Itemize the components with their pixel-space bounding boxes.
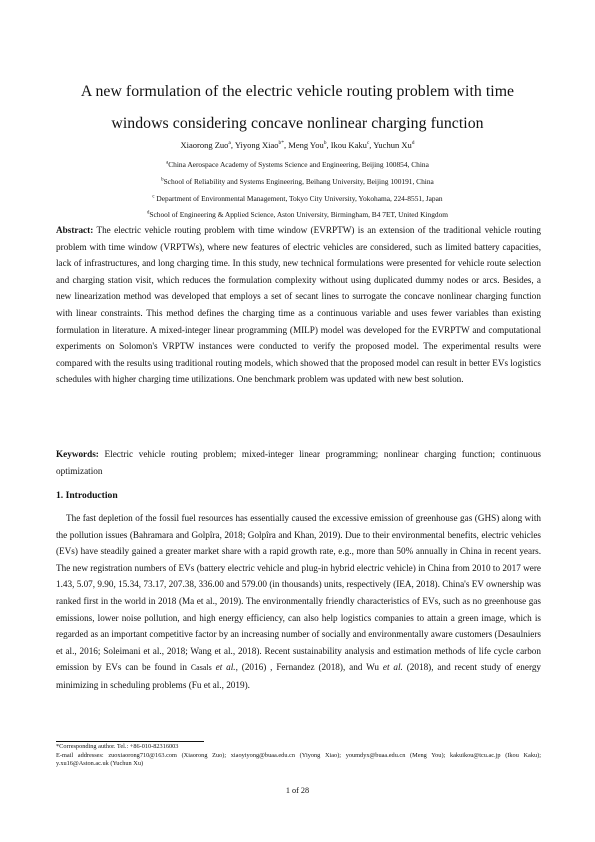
footnote-corresponding: *Corresponding author. Tel.: +86-010-82316003 (56, 743, 179, 750)
author-affil-mark: b* (278, 140, 285, 147)
affiliation-text: China Aerospace Academy of Systems Science and Engineering, Beijing 100854, China (168, 160, 429, 169)
intro-casals: Casals (190, 663, 212, 673)
affiliation (40, 160, 555, 170)
intro-text-1: The fast depletion of the fossil fuel resources has essentially caused the excessive emission of greenhouse gas (GHS) along with the pollution issues (Bahramara and Golpîra, 2018; Golpîra and Khan, 2019). Due to their environmental benefits, electric vehicles (EVs) have steadily gained a greater market share with a rapid growth rate, e.g., more than 50% annually in China in recent years. The new registration numbers of EVs (battery electric vehicle and plug-in hybrid electric vehicle) in China from 2010 to 2017 were 1.43, 5.07, 9.90, 15.34, 73.17, 207.38, 336.00 and 579.00 (in thousands) units, respectively (IEA, 2018). China's EV ownership was ranked first in the world in 2018 (Ma et al., 2019). The environmentally friendly characteristics of EVs, such as no greenhouse gas emissions, lower noise pollution, and high energy efficiency, can also help logistics companies to attain a green image, which is regarded as an important competitive factor by an increasing number of socially and environmentally aware customers (Desaulniers et al., 2016; Soleimani et al., 2018; Wang et al., 2018). Recent sustainability analysis and estimation methods of life cycle carbon emission by EVs can be found in (56, 513, 541, 673)
title-line-2: windows considering concave nonlinear charging function (111, 115, 484, 132)
abstract-label: Abstract: (56, 225, 94, 235)
section-heading: 1. Introduction (56, 490, 118, 501)
author-affil-mark: c (366, 140, 370, 147)
author-name: Meng You (288, 140, 324, 150)
affiliation-text: School of Reliability and Systems Engineering, Beihang University, Beijing 100191, China (163, 177, 434, 186)
author-affil-mark: b (323, 140, 327, 147)
affiliation-mark: d (146, 210, 150, 216)
keywords-text: Electric vehicle routing problem; mixed-integer linear programming; nonlinear charging function; continuous optimization (56, 449, 541, 476)
affiliation-mark: c (152, 194, 155, 200)
page-number: 1 of 28 (285, 786, 310, 795)
intro-etal-1: et al. (215, 662, 236, 673)
affiliation (40, 194, 555, 204)
intro-text-3: (2018), and recent study of energy minimizing in scheduling problems (Fu et al., 2019). (56, 662, 542, 690)
abstract-text: The electric vehicle routing problem with time window (EVRPTW) is an extension of the traditional vehicle routing problem with time window (VRPTWs), where new features of electric vehicles are considered, such as limited battery capacities, lack of infrastructures, and long charging time. In this study, new technical formulations were presented for vehicle route selection and charging station visit, which reduces the formulation complexity without using duplicated dummy nodes or arcs. Besides, a new linearization method was developed that employs a set of secant lines to surrogate the concave nonlinear charging function with linear constraints. This method defines the charging time as a continuous variable and uses fewer variables than existing formulation in literature. A mixed-integer linear programming (MILP) model was developed for the EVRPTW and computational experiments on Solomon's VRPTW instances were conducted to verify the proposed model. The experimental results were compared with the results using traditional routing models, which showed that the proposed model can result in better EVs logistics schedules with higher charging time utilizations. One benchmark problem was updated with new best solution. (56, 225, 541, 385)
footnote-divider (56, 741, 204, 742)
affiliation-mark: b (161, 177, 164, 183)
affiliation-text: School of Engineering & Applied Science, Aston University, Birmingham, B4 7ET, United Kingdom (149, 210, 449, 219)
abstract (56, 222, 541, 388)
affiliation-mark: a (166, 160, 169, 166)
author-affil-mark: a (228, 140, 231, 147)
intro-text-2: , (2016) , Fernandez (2018), and Wu (235, 662, 383, 673)
author-name: Xiaorong Zuo (180, 140, 229, 150)
affiliation (40, 177, 555, 187)
paper-title (40, 76, 555, 140)
author-name: Yuchun Xu (373, 140, 412, 150)
footnote-emails: E-mail addresses: zuoxiaorong710@163.com (Xiaorong Zuo); xiaoyiyong@buaa.edu.cn (Yiyong Xiao); youmdyx@buaa.edu.cn (Meng You); kakuikou@tcu.ac.jp (Ikou Kaku); y.xu16@Aston.ac.uk (Yuchun Xu) (56, 752, 541, 768)
author-affil-mark: d (411, 140, 415, 147)
author-name: Yiyong Xiao (234, 140, 279, 150)
title-line-1: A new formulation of the electric vehicle routing problem with time (80, 83, 515, 100)
author-name: Ikou Kaku (330, 140, 367, 150)
keywords-label: Keywords: (56, 449, 99, 459)
keywords (56, 446, 541, 479)
intro-etal-2: et al. (382, 662, 403, 673)
intro-paragraph (56, 510, 541, 694)
author-list: Xiaorong Zuo$^a$, Yiyong Xiao$^{b*}$, Meng You$^b$, Ikou Kaku$^c$, Yuchun Xu$^d$ (180, 140, 415, 150)
affiliation (40, 210, 555, 220)
affiliation-text: Department of Environmental Management, Tokyo City University, Yokohama, 224-8551, Japan (156, 194, 443, 203)
